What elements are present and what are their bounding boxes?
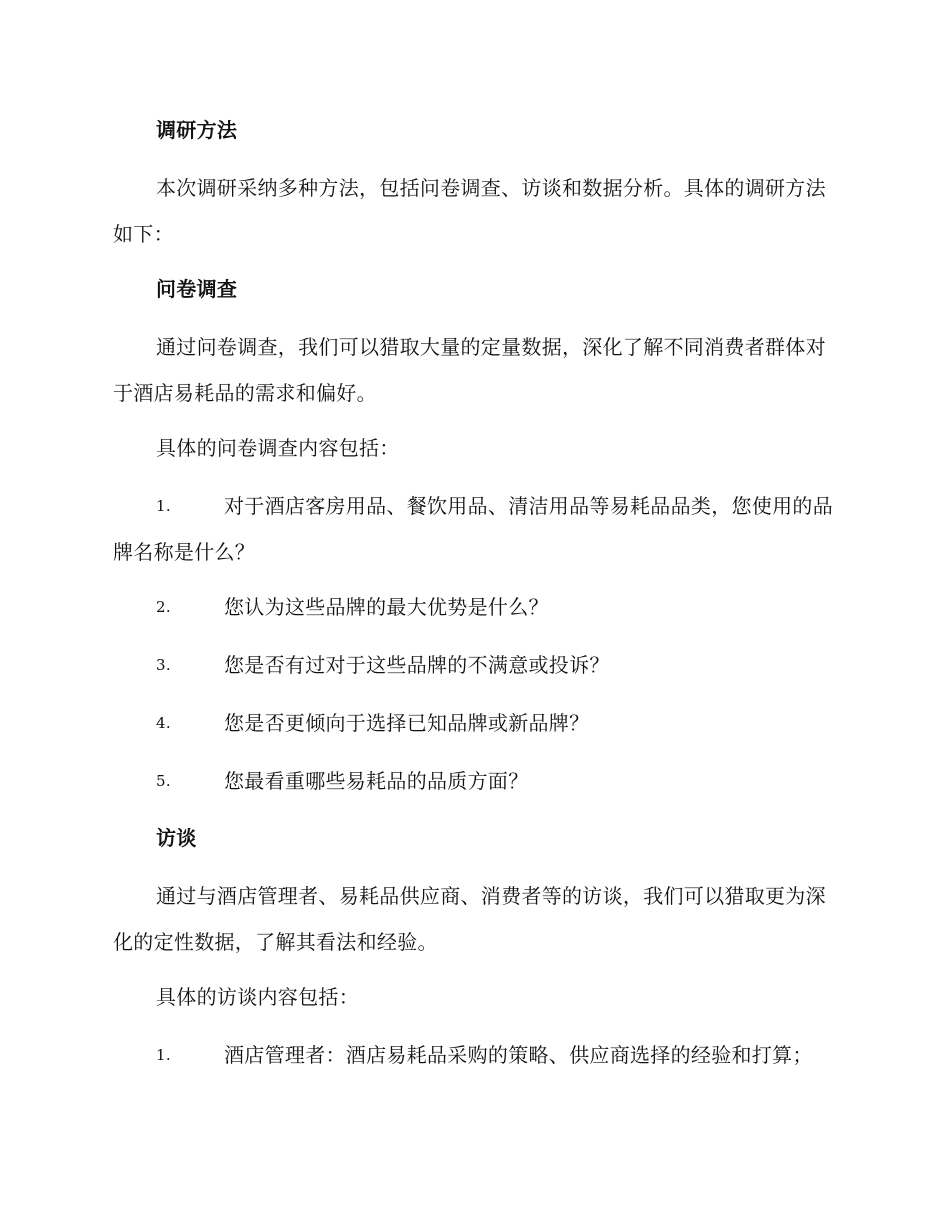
list-item-text: 您最看重哪些易耗品的品质方面？ bbox=[224, 769, 529, 793]
list-item-text: 您认为这些品牌的最大优势是什么？ bbox=[224, 595, 549, 619]
list-number: 5. bbox=[156, 772, 171, 790]
interview-list-item bbox=[113, 1032, 833, 1078]
survey-list-item bbox=[113, 758, 833, 804]
interview-description-paragraph: 通过与酒店管理者、易耗品供应商、消费者等的访谈，我们可以猎取更为深化的定性数据，了解其看法和经验。 bbox=[113, 884, 826, 954]
survey-list-item bbox=[113, 483, 833, 575]
interview-content-intro: 具体的访谈内容包括： bbox=[156, 985, 359, 1009]
list-item-text: 对于酒店客房用品、餐饮用品、清洁用品等易耗品品类，您使用的品牌名称是什么？ bbox=[113, 494, 833, 564]
section-heading-survey: 问卷调查 bbox=[156, 277, 238, 301]
survey-list-item bbox=[113, 700, 833, 746]
survey-list-item bbox=[113, 642, 833, 688]
list-number: 1. bbox=[156, 497, 171, 515]
methods-intro-paragraph: 本次调研采纳多种方法，包括问卷调查、访谈和数据分析。具体的调研方法如下： bbox=[113, 176, 826, 246]
list-number: 3. bbox=[156, 656, 171, 674]
list-item-text: 您是否更倾向于选择已知品牌或新品牌？ bbox=[224, 711, 590, 735]
list-number: 1. bbox=[156, 1046, 171, 1064]
section-heading-interview: 访谈 bbox=[156, 826, 197, 850]
list-number: 2. bbox=[156, 598, 171, 616]
list-number: 4. bbox=[156, 714, 171, 732]
section-heading-methods: 调研方法 bbox=[156, 118, 238, 142]
survey-content-intro: 具体的问卷调查内容包括： bbox=[156, 436, 400, 460]
survey-list-item bbox=[113, 584, 833, 630]
list-item-text: 您是否有过对于这些品牌的不满意或投诉？ bbox=[224, 653, 610, 677]
list-item-text: 酒店管理者：酒店易耗品采购的策略、供应商选择的经验和打算； bbox=[224, 1043, 813, 1067]
survey-description-paragraph: 通过问卷调查，我们可以猎取大量的定量数据，深化了解不同消费者群体对于酒店易耗品的需求和偏好。 bbox=[113, 335, 826, 405]
